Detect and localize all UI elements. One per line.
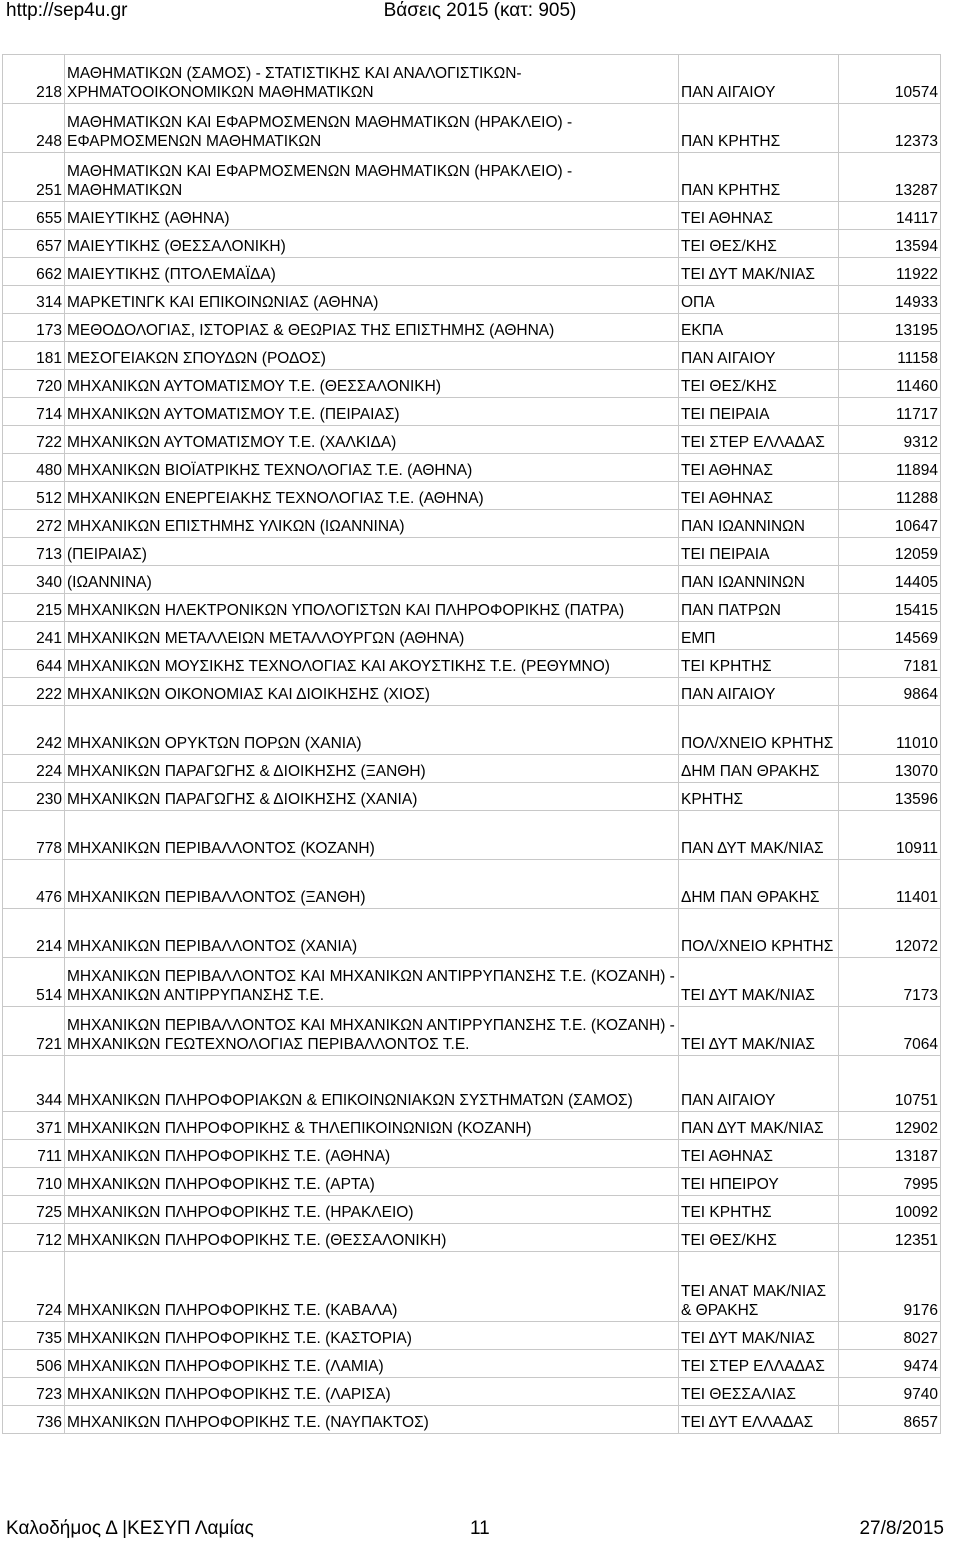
row-department: ΜΗΧΑΝΙΚΩΝ ΠΛΗΡΟΦΟΡΙΑΚΩΝ & ΕΠΙΚΟΙΝΩΝΙΑΚΩΝ ΣΥΣΤΗΜΑΤΩΝ (ΣΑΜΟΣ) (65, 1056, 679, 1112)
row-score: 13596 (839, 783, 941, 811)
row-institution: ΤΕΙ ΑΘΗΝΑΣ (679, 454, 839, 482)
table-row (3, 104, 941, 153)
row-score: 13287 (839, 153, 941, 202)
table-row (3, 706, 941, 755)
row-code: 181 (3, 342, 65, 370)
row-institution: ΠΑΝ ΑΙΓΑΙΟΥ (679, 678, 839, 706)
table-row (3, 755, 941, 783)
row-score: 8027 (839, 1322, 941, 1350)
row-code: 662 (3, 258, 65, 286)
footer-date: 27/8/2015 (859, 1518, 944, 1539)
table-row (3, 202, 941, 230)
row-institution: ΤΕΙ ΣΤΕΡ ΕΛΛΑΔΑΣ (679, 426, 839, 454)
row-department: ΜΗΧΑΝΙΚΩΝ ΜΟΥΣΙΚΗΣ ΤΕΧΝΟΛΟΓΙΑΣ ΚΑΙ ΑΚΟΥΣΤΙΚΗΣ Τ.Ε. (ΡΕΘΥΜΝΟ) (65, 650, 679, 678)
table-row (3, 811, 941, 860)
table-row (3, 1140, 941, 1168)
row-code: 720 (3, 370, 65, 398)
row-code: 251 (3, 153, 65, 202)
page-title: Βάσεις 2015 (κατ: 905) (383, 0, 577, 21)
row-department: ΜΗΧΑΝΙΚΩΝ ΕΝΕΡΓΕΙΑΚΗΣ ΤΕΧΝΟΛΟΓΙΑΣ Τ.Ε. (ΑΘΗΝΑ) (65, 482, 679, 510)
row-score: 12351 (839, 1224, 941, 1252)
row-code: 778 (3, 811, 65, 860)
row-score: 11460 (839, 370, 941, 398)
row-institution: ΠΑΝ ΑΙΓΑΙΟΥ (679, 55, 839, 104)
row-score: 10574 (839, 55, 941, 104)
row-code: 512 (3, 482, 65, 510)
row-department: ΜΗΧΑΝΙΚΩΝ ΠΕΡΙΒΑΛΛΟΝΤΟΣ (ΚΟΖΑΝΗ) (65, 811, 679, 860)
table-row (3, 1224, 941, 1252)
row-code: 712 (3, 1224, 65, 1252)
row-score: 14569 (839, 622, 941, 650)
table-row (3, 783, 941, 811)
row-code: 480 (3, 454, 65, 482)
row-institution: ΤΕΙ ΔΥΤ ΜΑΚ/ΝΙΑΣ (679, 1007, 839, 1056)
row-institution: ΠΑΝ ΠΑΤΡΩΝ (679, 594, 839, 622)
row-score: 14405 (839, 566, 941, 594)
row-code: 215 (3, 594, 65, 622)
row-code: 241 (3, 622, 65, 650)
row-code: 723 (3, 1378, 65, 1406)
row-code: 657 (3, 230, 65, 258)
table-row (3, 1406, 941, 1434)
row-institution: ΤΕΙ ΘΕΣ/ΚΗΣ (679, 1224, 839, 1252)
row-score: 7173 (839, 958, 941, 1007)
row-code: 644 (3, 650, 65, 678)
row-department: ΜΗΧΑΝΙΚΩΝ ΠΛΗΡΟΦΟΡΙΚΗΣ Τ.Ε. (ΗΡΑΚΛΕΙΟ) (65, 1196, 679, 1224)
row-code: 371 (3, 1112, 65, 1140)
row-code: 714 (3, 398, 65, 426)
row-institution: ΠΑΝ ΑΙΓΑΙΟΥ (679, 1056, 839, 1112)
row-department: ΜΕΣΟΓΕΙΑΚΩΝ ΣΠΟΥΔΩΝ (ΡΟΔΟΣ) (65, 342, 679, 370)
row-institution: ΤΕΙ ΣΤΕΡ ΕΛΛΑΔΑΣ (679, 1350, 839, 1378)
row-department: ΜΗΧΑΝΙΚΩΝ ΠΕΡΙΒΑΛΛΟΝΤΟΣ (ΞΑΝΘΗ) (65, 860, 679, 909)
row-department: ΜΗΧΑΝΙΚΩΝ ΗΛΕΚΤΡΟΝΙΚΩΝ ΥΠΟΛΟΓΙΣΤΩΝ ΚΑΙ ΠΛΗΡΟΦΟΡΙΚΗΣ (ΠΑΤΡΑ) (65, 594, 679, 622)
row-institution: ΤΕΙ ΑΘΗΝΑΣ (679, 1140, 839, 1168)
row-code: 655 (3, 202, 65, 230)
row-institution: ΠΑΝ ΙΩΑΝΝΙΝΩΝ (679, 566, 839, 594)
row-score: 11401 (839, 860, 941, 909)
table-row (3, 510, 941, 538)
row-institution: ΠΑΝ ΚΡΗΤΗΣ (679, 153, 839, 202)
table-row (3, 860, 941, 909)
row-score: 11922 (839, 258, 941, 286)
table-row (3, 342, 941, 370)
table-row (3, 1196, 941, 1224)
row-institution: ΤΕΙ ΠΕΙΡΑΙΑ (679, 398, 839, 426)
row-institution: ΕΜΠ (679, 622, 839, 650)
row-department: ΜΕΘΟΔΟΛΟΓΙΑΣ, ΙΣΤΟΡΙΑΣ & ΘΕΩΡΙΑΣ ΤΗΣ ΕΠΙΣΤΗΜΗΣ (ΑΘΗΝΑ) (65, 314, 679, 342)
row-score: 10647 (839, 510, 941, 538)
table-row (3, 678, 941, 706)
page-header (0, 0, 960, 26)
row-department: (ΙΩΑΝΝΙΝΑ) (65, 566, 679, 594)
row-department: ΜΗΧΑΝΙΚΩΝ ΠΑΡΑΓΩΓΗΣ & ΔΙΟΙΚΗΣΗΣ (ΞΑΝΘΗ) (65, 755, 679, 783)
row-department: ΜΗΧΑΝΙΚΩΝ ΒΙΟΪΑΤΡΙΚΗΣ ΤΕΧΝΟΛΟΓΙΑΣ Τ.Ε. (ΑΘΗΝΑ) (65, 454, 679, 482)
row-department: ΜΗΧΑΝΙΚΩΝ ΠΕΡΙΒΑΛΛΟΝΤΟΣ (ΧΑΝΙΑ) (65, 909, 679, 958)
row-score: 13070 (839, 755, 941, 783)
table-row (3, 1056, 941, 1112)
table-row (3, 153, 941, 202)
row-score: 11158 (839, 342, 941, 370)
row-department: ΜΗΧΑΝΙΚΩΝ ΟΙΚΟΝΟΜΙΑΣ ΚΑΙ ΔΙΟΙΚΗΣΗΣ (ΧΙΟΣ) (65, 678, 679, 706)
table-row (3, 622, 941, 650)
row-department: ΜΗΧΑΝΙΚΩΝ ΟΡΥΚΤΩΝ ΠΟΡΩΝ (ΧΑΝΙΑ) (65, 706, 679, 755)
row-score: 13594 (839, 230, 941, 258)
table-row (3, 55, 941, 104)
row-score: 11894 (839, 454, 941, 482)
table-row (3, 482, 941, 510)
table-row (3, 594, 941, 622)
row-code: 506 (3, 1350, 65, 1378)
row-institution: ΤΕΙ ΚΡΗΤΗΣ (679, 1196, 839, 1224)
row-department: ΜΗΧΑΝΙΚΩΝ ΕΠΙΣΤΗΜΗΣ ΥΛΙΚΩΝ (ΙΩΑΝΝΙΝΑ) (65, 510, 679, 538)
footer-page-number: 11 (470, 1518, 490, 1539)
site-url: http://sep4u.gr (6, 0, 128, 21)
row-institution: ΤΕΙ ΗΠΕΙΡΟΥ (679, 1168, 839, 1196)
row-score: 9740 (839, 1378, 941, 1406)
row-score: 11288 (839, 482, 941, 510)
results-table (2, 54, 941, 1434)
row-institution: ΤΕΙ ΔΥΤ ΜΑΚ/ΝΙΑΣ (679, 258, 839, 286)
row-score: 9312 (839, 426, 941, 454)
row-institution: ΤΕΙ ΘΕΣ/ΚΗΣ (679, 230, 839, 258)
row-institution: ΠΑΝ ΚΡΗΤΗΣ (679, 104, 839, 153)
page-footer (0, 1518, 960, 1542)
row-code: 222 (3, 678, 65, 706)
row-score: 9474 (839, 1350, 941, 1378)
row-institution: ΤΕΙ ΠΕΙΡΑΙΑ (679, 538, 839, 566)
row-score: 11717 (839, 398, 941, 426)
row-code: 242 (3, 706, 65, 755)
row-code: 344 (3, 1056, 65, 1112)
row-institution: ΠΑΝ ΑΙΓΑΙΟΥ (679, 342, 839, 370)
row-code: 514 (3, 958, 65, 1007)
table-row (3, 1007, 941, 1056)
table-row (3, 314, 941, 342)
row-department: ΜΗΧΑΝΙΚΩΝ ΠΕΡΙΒΑΛΛΟΝΤΟΣ ΚΑΙ ΜΗΧΑΝΙΚΩΝ ΑΝΤΙΡΡΥΠΑΝΣΗΣ Τ.Ε. (ΚΟΖΑΝΗ) - ΜΗΧΑΝΙΚΩΝ ΓΕΩΤΕΧΝΟΛΟΓΙΑΣ ΠΕΡΙΒΑΛΛΟΝΤΟΣ Τ.Ε. (65, 1007, 679, 1056)
row-department: ΜΗΧΑΝΙΚΩΝ ΑΥΤΟΜΑΤΙΣΜΟΥ Τ.Ε. (ΘΕΣΣΑΛΟΝΙΚΗ) (65, 370, 679, 398)
row-institution: ΤΕΙ ΑΘΗΝΑΣ (679, 482, 839, 510)
row-code: 340 (3, 566, 65, 594)
row-department: ΜΗΧΑΝΙΚΩΝ ΠΛΗΡΟΦΟΡΙΚΗΣ & ΤΗΛΕΠΙΚΟΙΝΩΝΙΩΝ (ΚΟΖΑΝΗ) (65, 1112, 679, 1140)
row-code: 230 (3, 783, 65, 811)
row-department: ΜΗΧΑΝΙΚΩΝ ΠΛΗΡΟΦΟΡΙΚΗΣ Τ.Ε. (ΑΡΤΑ) (65, 1168, 679, 1196)
table-row (3, 650, 941, 678)
row-code: 724 (3, 1252, 65, 1322)
row-score: 14933 (839, 286, 941, 314)
row-department: ΜΑΘΗΜΑΤΙΚΩΝ ΚΑΙ ΕΦΑΡΜΟΣΜΕΝΩΝ ΜΑΘΗΜΑΤΙΚΩΝ (ΗΡΑΚΛΕΙΟ) - ΜΑΘΗΜΑΤΙΚΩΝ (65, 153, 679, 202)
row-institution: ΤΕΙ ΘΕΣ/ΚΗΣ (679, 370, 839, 398)
row-code: 214 (3, 909, 65, 958)
row-score: 13187 (839, 1140, 941, 1168)
row-department: ΜΑΙΕΥΤΙΚΗΣ (ΠΤΟΛΕΜΑΪΔΑ) (65, 258, 679, 286)
table-row (3, 1378, 941, 1406)
table-row (3, 454, 941, 482)
row-score: 9864 (839, 678, 941, 706)
row-code: 476 (3, 860, 65, 909)
row-department: ΜΗΧΑΝΙΚΩΝ ΑΥΤΟΜΑΤΙΣΜΟΥ Τ.Ε. (ΧΑΛΚΙΔΑ) (65, 426, 679, 454)
table-row (3, 566, 941, 594)
table-row (3, 1112, 941, 1140)
row-institution: ΟΠΑ (679, 286, 839, 314)
row-score: 12059 (839, 538, 941, 566)
table-row (3, 230, 941, 258)
row-institution: ΠΟΛ/ΧΝΕΙΟ ΚΡΗΤΗΣ (679, 909, 839, 958)
row-code: 713 (3, 538, 65, 566)
row-department: ΜΑΙΕΥΤΙΚΗΣ (ΘΕΣΣΑΛΟΝΙΚΗ) (65, 230, 679, 258)
row-code: 721 (3, 1007, 65, 1056)
row-code: 224 (3, 755, 65, 783)
row-department: ΜΗΧΑΝΙΚΩΝ ΑΥΤΟΜΑΤΙΣΜΟΥ Τ.Ε. (ΠΕΙΡΑΙΑΣ) (65, 398, 679, 426)
row-institution: ΤΕΙ ΑΘΗΝΑΣ (679, 202, 839, 230)
table-row (3, 426, 941, 454)
table-row (3, 258, 941, 286)
row-department: ΜΗΧΑΝΙΚΩΝ ΠΛΗΡΟΦΟΡΙΚΗΣ Τ.Ε. (ΛΑΡΙΣΑ) (65, 1378, 679, 1406)
table-row (3, 1168, 941, 1196)
row-department: ΜΗΧΑΝΙΚΩΝ ΠΛΗΡΟΦΟΡΙΚΗΣ Τ.Ε. (ΚΑΣΤΟΡΙΑ) (65, 1322, 679, 1350)
row-score: 10092 (839, 1196, 941, 1224)
row-code: 218 (3, 55, 65, 104)
row-department: ΜΗΧΑΝΙΚΩΝ ΠΛΗΡΟΦΟΡΙΚΗΣ Τ.Ε. (ΝΑΥΠΑΚΤΟΣ) (65, 1406, 679, 1434)
row-department: ΜΑΘΗΜΑΤΙΚΩΝ ΚΑΙ ΕΦΑΡΜΟΣΜΕΝΩΝ ΜΑΘΗΜΑΤΙΚΩΝ (ΗΡΑΚΛΕΙΟ) - ΕΦΑΡΜΟΣΜΕΝΩΝ ΜΑΘΗΜΑΤΙΚΩΝ (65, 104, 679, 153)
row-score: 12072 (839, 909, 941, 958)
results-table-body (3, 55, 941, 1434)
row-department: ΜΗΧΑΝΙΚΩΝ ΠΛΗΡΟΦΟΡΙΚΗΣ Τ.Ε. (ΘΕΣΣΑΛΟΝΙΚΗ) (65, 1224, 679, 1252)
row-score: 13195 (839, 314, 941, 342)
row-score: 7181 (839, 650, 941, 678)
row-department: (ΠΕΙΡΑΙΑΣ) (65, 538, 679, 566)
row-score: 15415 (839, 594, 941, 622)
table-row (3, 1350, 941, 1378)
row-code: 711 (3, 1140, 65, 1168)
row-institution: ΤΕΙ ΔΥΤ ΜΑΚ/ΝΙΑΣ (679, 958, 839, 1007)
row-score: 7064 (839, 1007, 941, 1056)
row-department: ΜΗΧΑΝΙΚΩΝ ΠΕΡΙΒΑΛΛΟΝΤΟΣ ΚΑΙ ΜΗΧΑΝΙΚΩΝ ΑΝΤΙΡΡΥΠΑΝΣΗΣ Τ.Ε. (ΚΟΖΑΝΗ) - ΜΗΧΑΝΙΚΩΝ ΑΝΤΙΡΡΥΠΑΝΣΗΣ Τ.Ε. (65, 958, 679, 1007)
row-department: ΜΗΧΑΝΙΚΩΝ ΜΕΤΑΛΛΕΙΩΝ ΜΕΤΑΛΛΟΥΡΓΩΝ (ΑΘΗΝΑ) (65, 622, 679, 650)
table-row (3, 958, 941, 1007)
footer-author: Καλοδήμος Δ |ΚΕΣΥΠ Λαμίας (6, 1518, 254, 1539)
row-code: 735 (3, 1322, 65, 1350)
row-institution: ΤΕΙ ΘΕΣΣΑΛΙΑΣ (679, 1378, 839, 1406)
row-institution: ΤΕΙ ΚΡΗΤΗΣ (679, 650, 839, 678)
row-department: ΜΑΡΚΕΤΙΝΓΚ ΚΑΙ ΕΠΙΚΟΙΝΩΝΙΑΣ (ΑΘΗΝΑ) (65, 286, 679, 314)
row-department: ΜΗΧΑΝΙΚΩΝ ΠΛΗΡΟΦΟΡΙΚΗΣ Τ.Ε. (ΑΘΗΝΑ) (65, 1140, 679, 1168)
row-institution: ΤΕΙ ΔΥΤ ΕΛΛΑΔΑΣ (679, 1406, 839, 1434)
table-row (3, 538, 941, 566)
row-department: ΜΗΧΑΝΙΚΩΝ ΠΛΗΡΟΦΟΡΙΚΗΣ Τ.Ε. (ΛΑΜΙΑ) (65, 1350, 679, 1378)
row-score: 9176 (839, 1252, 941, 1322)
row-institution: ΠΑΝ ΙΩΑΝΝΙΝΩΝ (679, 510, 839, 538)
row-institution: ΤΕΙ ΔΥΤ ΜΑΚ/ΝΙΑΣ (679, 1322, 839, 1350)
row-score: 10911 (839, 811, 941, 860)
row-code: 710 (3, 1168, 65, 1196)
row-score: 10751 (839, 1056, 941, 1112)
row-department: ΜΗΧΑΝΙΚΩΝ ΠΑΡΑΓΩΓΗΣ & ΔΙΟΙΚΗΣΗΣ (ΧΑΝΙΑ) (65, 783, 679, 811)
row-score: 8657 (839, 1406, 941, 1434)
row-institution: ΕΚΠΑ (679, 314, 839, 342)
table-row (3, 909, 941, 958)
row-institution: ΠΟΛ/ΧΝΕΙΟ ΚΡΗΤΗΣ (679, 706, 839, 755)
row-code: 725 (3, 1196, 65, 1224)
table-row (3, 1252, 941, 1322)
table-row (3, 398, 941, 426)
row-code: 314 (3, 286, 65, 314)
table-row (3, 286, 941, 314)
row-institution: ΠΑΝ ΔΥΤ ΜΑΚ/ΝΙΑΣ (679, 1112, 839, 1140)
row-score: 11010 (839, 706, 941, 755)
table-row (3, 370, 941, 398)
row-institution: ΔΗΜ ΠΑΝ ΘΡΑΚΗΣ (679, 755, 839, 783)
row-department: ΜΑΙΕΥΤΙΚΗΣ (ΑΘΗΝΑ) (65, 202, 679, 230)
row-institution: ΔΗΜ ΠΑΝ ΘΡΑΚΗΣ (679, 860, 839, 909)
row-institution: ΚΡΗΤΗΣ (679, 783, 839, 811)
row-department: ΜΗΧΑΝΙΚΩΝ ΠΛΗΡΟΦΟΡΙΚΗΣ Τ.Ε. (ΚΑΒΑΛΑ) (65, 1252, 679, 1322)
row-score: 12902 (839, 1112, 941, 1140)
row-institution: ΠΑΝ ΔΥΤ ΜΑΚ/ΝΙΑΣ (679, 811, 839, 860)
row-score: 7995 (839, 1168, 941, 1196)
row-code: 272 (3, 510, 65, 538)
row-department: ΜΑΘΗΜΑΤΙΚΩΝ (ΣΑΜΟΣ) - ΣΤΑΤΙΣΤΙΚΗΣ ΚΑΙ ΑΝΑΛΟΓΙΣΤΙΚΩΝ- ΧΡΗΜΑΤΟΟΙΚΟΝΟΜΙΚΩΝ ΜΑΘΗΜΑΤΙΚΩΝ (65, 55, 679, 104)
row-code: 722 (3, 426, 65, 454)
row-institution: ΤΕΙ ΑΝΑΤ ΜΑΚ/ΝΙΑΣ & ΘΡΑΚΗΣ (679, 1252, 839, 1322)
row-score: 12373 (839, 104, 941, 153)
row-score: 14117 (839, 202, 941, 230)
row-code: 248 (3, 104, 65, 153)
table-row (3, 1322, 941, 1350)
row-code: 173 (3, 314, 65, 342)
row-code: 736 (3, 1406, 65, 1434)
